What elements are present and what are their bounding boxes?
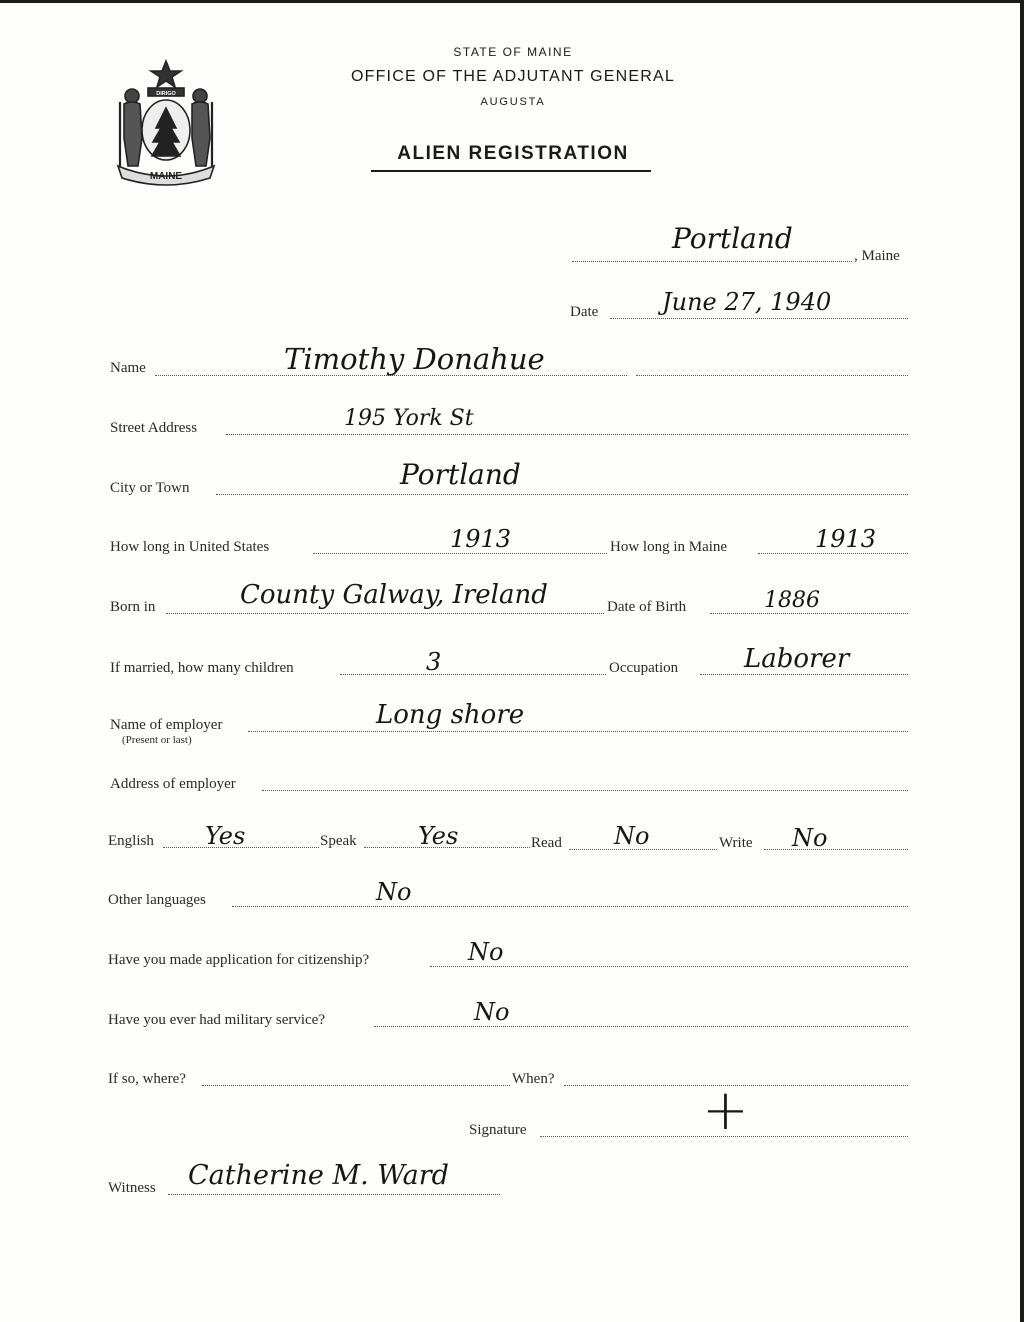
employer-label: Name of employer xyxy=(110,717,223,733)
city-label: City or Town xyxy=(110,480,190,496)
born-in-label: Born in xyxy=(110,599,156,615)
write-line xyxy=(764,849,908,850)
citizenship-line xyxy=(430,966,908,967)
children-line xyxy=(340,674,606,675)
occupation-label: Occupation xyxy=(609,660,679,676)
other-languages-value: No xyxy=(376,878,412,906)
where-line xyxy=(202,1085,510,1086)
header-state: STATE OF MAINE xyxy=(453,45,573,59)
years-us-label: How long in United States xyxy=(110,539,270,555)
maine-state-seal-icon xyxy=(112,58,220,186)
place-value: Portland xyxy=(672,222,793,255)
children-value: 3 xyxy=(426,648,442,676)
signature-label: Signature xyxy=(469,1122,527,1138)
speak-value: Yes xyxy=(418,822,459,850)
speak-label: Speak xyxy=(320,833,357,849)
when-label: When? xyxy=(512,1071,555,1087)
street-address-label: Street Address xyxy=(110,420,198,436)
name-label: Name xyxy=(110,360,146,376)
born-in-value: County Galway, Ireland xyxy=(240,580,548,610)
seal-ribbon-text: MAINE xyxy=(149,171,183,182)
employer-value: Long shore xyxy=(376,700,525,730)
english-value: Yes xyxy=(205,822,246,850)
military-value: No xyxy=(474,998,510,1026)
scan-edge-top xyxy=(0,0,1024,3)
years-us-line xyxy=(313,553,607,554)
date-of-birth-label: Date of Birth xyxy=(607,599,687,615)
city-line xyxy=(216,494,908,495)
write-label: Write xyxy=(719,835,753,851)
scan-edge-right xyxy=(1020,0,1024,1322)
employer-line xyxy=(248,731,908,732)
date-line xyxy=(610,318,908,319)
name-value: Timothy Donahue xyxy=(284,342,545,376)
title-underline xyxy=(371,170,651,172)
place-line xyxy=(572,261,852,262)
street-address-line xyxy=(226,434,908,435)
witness-value: Catherine M. Ward xyxy=(188,1160,449,1191)
born-in-line xyxy=(166,613,604,614)
citizenship-label: Have you made application for citizenship? xyxy=(108,952,370,968)
children-label: If married, how many children xyxy=(110,660,294,676)
military-label: Have you ever had military service? xyxy=(108,1012,325,1028)
witness-label: Witness xyxy=(108,1180,156,1196)
date-label: Date xyxy=(570,304,599,320)
employer-sublabel: (Present or last) xyxy=(122,734,192,746)
name-line-2 xyxy=(636,375,908,376)
signature-mark: + xyxy=(702,1078,749,1143)
place-suffix: , Maine xyxy=(854,248,900,264)
employer-address-label: Address of employer xyxy=(110,776,236,792)
date-of-birth-line xyxy=(710,613,908,614)
read-label: Read xyxy=(531,835,562,851)
occupation-line xyxy=(700,674,908,675)
years-maine-value: 1913 xyxy=(815,525,877,553)
english-label: English xyxy=(108,833,154,849)
date-of-birth-value: 1886 xyxy=(764,588,820,613)
header-office: OFFICE OF THE ADJUTANT GENERAL xyxy=(350,68,676,85)
street-address-value: 195 York St xyxy=(344,406,474,431)
years-maine-label: How long in Maine xyxy=(610,539,728,555)
witness-line xyxy=(168,1194,500,1195)
where-label: If so, where? xyxy=(108,1071,186,1087)
occupation-value: Laborer xyxy=(744,644,850,674)
other-languages-line xyxy=(232,906,908,907)
date-value: June 27, 1940 xyxy=(662,288,832,316)
page-title: ALIEN REGISTRATION xyxy=(397,143,629,164)
seal-motto-text: DIRIGO xyxy=(156,91,176,97)
write-value: No xyxy=(792,824,828,852)
read-value: No xyxy=(614,822,650,850)
header-city: AUGUSTA xyxy=(480,96,546,108)
years-us-value: 1913 xyxy=(450,525,512,553)
years-maine-line xyxy=(758,553,908,554)
citizenship-value: No xyxy=(468,938,504,966)
other-languages-label: Other languages xyxy=(108,892,206,908)
military-line xyxy=(374,1026,908,1027)
employer-address-line xyxy=(262,790,908,791)
city-value: Portland xyxy=(400,458,521,491)
